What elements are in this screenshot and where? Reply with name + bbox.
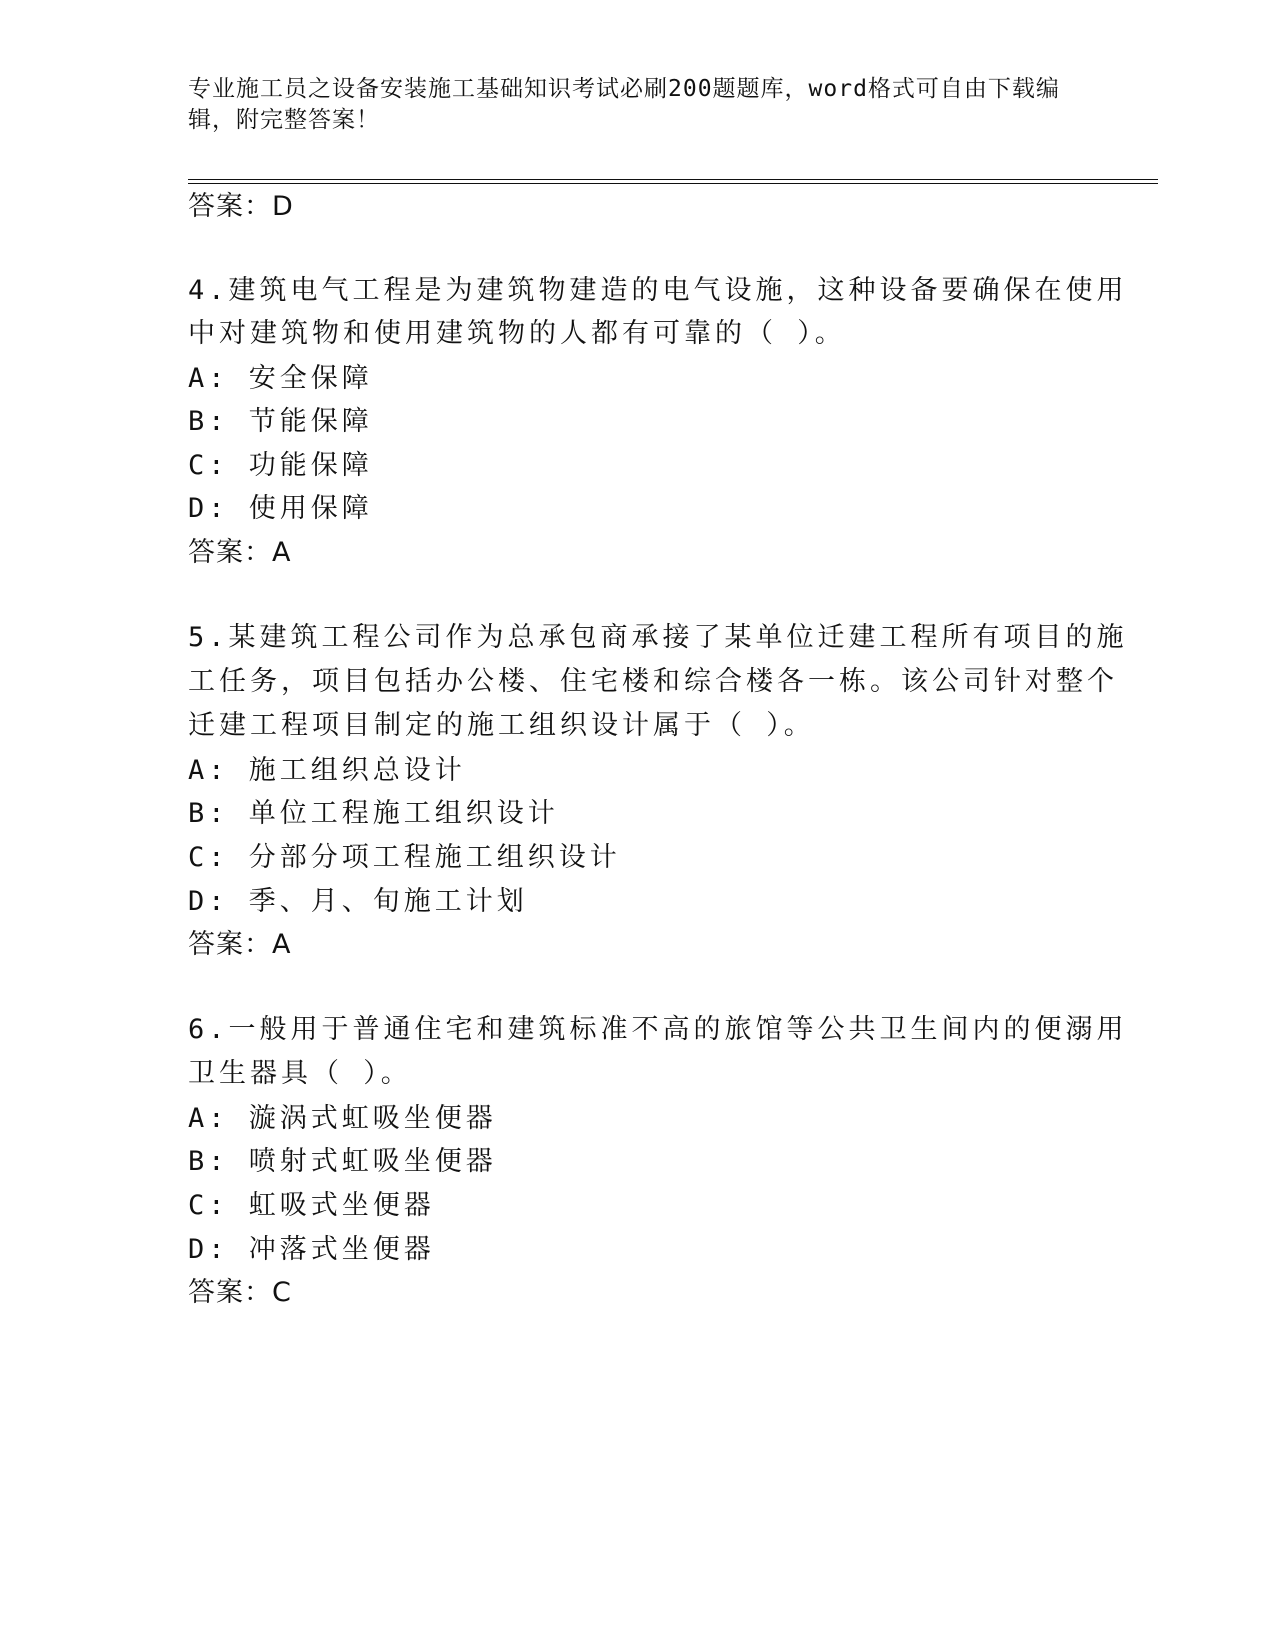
question-5-stem-line-2: 工任务，项目包括办公楼、住宅楼和综合楼各一栋。该公司针对整个 bbox=[188, 666, 1118, 697]
header-divider-top bbox=[188, 179, 1158, 180]
question-6-option-b: B: 喷射式虹吸坐便器 bbox=[188, 1146, 497, 1177]
question-4-answer: 答案：A bbox=[188, 537, 292, 568]
question-5-answer: 答案：A bbox=[188, 929, 292, 960]
question-6-option-c: C: 虹吸式坐便器 bbox=[188, 1190, 435, 1221]
question-5-option-d: D: 季、月、旬施工计划 bbox=[188, 886, 528, 917]
question-4-stem-line-1: 4.建筑电气工程是为建筑物建造的电气设施，这种设备要确保在使用 bbox=[188, 275, 1128, 306]
question-5-stem-line-3: 迁建工程项目制定的施工组织设计属于（ ）。 bbox=[188, 710, 815, 741]
question-5-stem-line-1: 5.某建筑工程公司作为总承包商承接了某单位迁建工程所有项目的施 bbox=[188, 622, 1128, 653]
header-divider-bottom bbox=[188, 183, 1158, 184]
question-4-option-a: A: 安全保障 bbox=[188, 363, 373, 394]
question-6-stem-line-1: 6.一般用于普通住宅和建筑标准不高的旅馆等公共卫生间内的便溺用 bbox=[188, 1014, 1128, 1045]
question-5-option-c: C: 分部分项工程施工组织设计 bbox=[188, 842, 621, 873]
question-4-option-b: B: 节能保障 bbox=[188, 406, 373, 437]
question-4-option-d: D: 使用保障 bbox=[188, 493, 373, 524]
page-header: 专业施工员之设备安装施工基础知识考试必刷200题题库，word格式可自由下载编辑，附完整答案！ bbox=[188, 76, 1060, 133]
question-6-answer: 答案：C bbox=[188, 1277, 292, 1308]
question-6-stem-line-2: 卫生器具（ ）。 bbox=[188, 1058, 412, 1089]
question-5-option-b: B: 单位工程施工组织设计 bbox=[188, 798, 559, 829]
question-6-option-a: A: 漩涡式虹吸坐便器 bbox=[188, 1103, 497, 1134]
question-5-option-a: A: 施工组织总设计 bbox=[188, 755, 466, 786]
question-4-stem-line-2: 中对建筑物和使用建筑物的人都有可靠的（ ）。 bbox=[188, 318, 846, 349]
question-4-option-c: C: 功能保障 bbox=[188, 450, 373, 481]
question-6-option-d: D: 冲落式坐便器 bbox=[188, 1234, 435, 1265]
previous-answer: 答案：D bbox=[188, 191, 294, 222]
